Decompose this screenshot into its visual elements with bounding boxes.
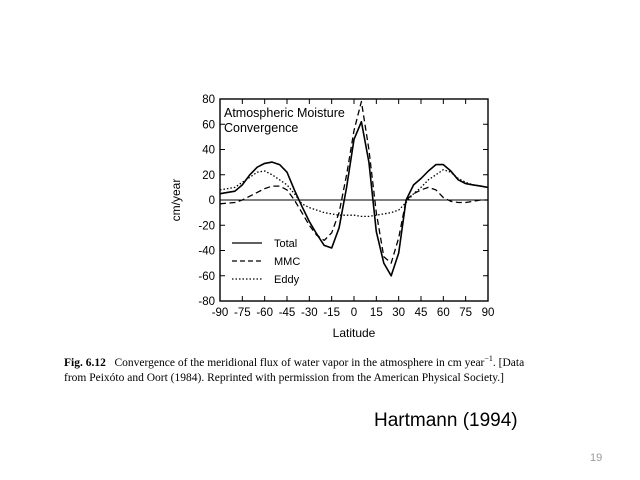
chart-title-line-1: Atmospheric Moisture [224, 106, 345, 120]
x-tick-label: 15 [369, 307, 383, 319]
x-tick-label: 0 [350, 307, 358, 319]
x-tick-label: -60 [256, 307, 273, 319]
legend-label-total: Total [274, 238, 298, 250]
y-tick-label: -40 [198, 245, 215, 258]
legend-label-eddy: Eddy [274, 274, 300, 286]
y-tick-label: 60 [202, 119, 215, 132]
citation-credit: Hartmann (1994) [374, 410, 518, 431]
y-tick-label: 80 [202, 94, 215, 106]
x-tick-label: -45 [278, 307, 296, 319]
caption-superscript: −1 [484, 354, 493, 363]
x-tick-label: 60 [436, 307, 450, 319]
x-tick-label: 90 [481, 307, 495, 319]
y-tick-label: -80 [198, 296, 215, 308]
figure-caption [64, 351, 604, 386]
y-tick-label: 0 [208, 195, 215, 207]
y-axis-label: cm/year [169, 178, 183, 222]
caption-text-1-end: . [Data [492, 356, 525, 369]
y-tick-label: 40 [202, 144, 215, 157]
x-axis-label: Latitude [332, 326, 376, 340]
x-tick-label: -75 [234, 307, 251, 319]
x-tick-label: -30 [301, 307, 318, 319]
x-tick-label: 45 [414, 307, 428, 319]
legend [232, 238, 300, 286]
slide-number: 19 [590, 452, 603, 464]
y-tick-label: -60 [198, 270, 215, 283]
x-tick-label: 30 [392, 307, 406, 319]
caption-text-2: from Peixóto and Oort (1984). Reprinted with permission from the American Physical Society.] [64, 371, 505, 384]
legend-label-mmc: MMC [274, 256, 301, 268]
x-tick-label: 75 [459, 307, 473, 319]
y-tick-label: -20 [198, 220, 215, 233]
series-line-eddy [220, 170, 488, 217]
series-line-total [220, 122, 488, 276]
chart-title-line-2: Convergence [224, 121, 299, 135]
x-tick-label: -90 [211, 307, 229, 319]
caption-label: Fig. 6.12 [64, 356, 106, 369]
caption-text-1: Convergence of the meridional flux of water vapor in the atmosphere in cm year [114, 356, 485, 369]
y-tick-label: 20 [202, 169, 215, 182]
x-tick-label: -15 [323, 307, 340, 319]
